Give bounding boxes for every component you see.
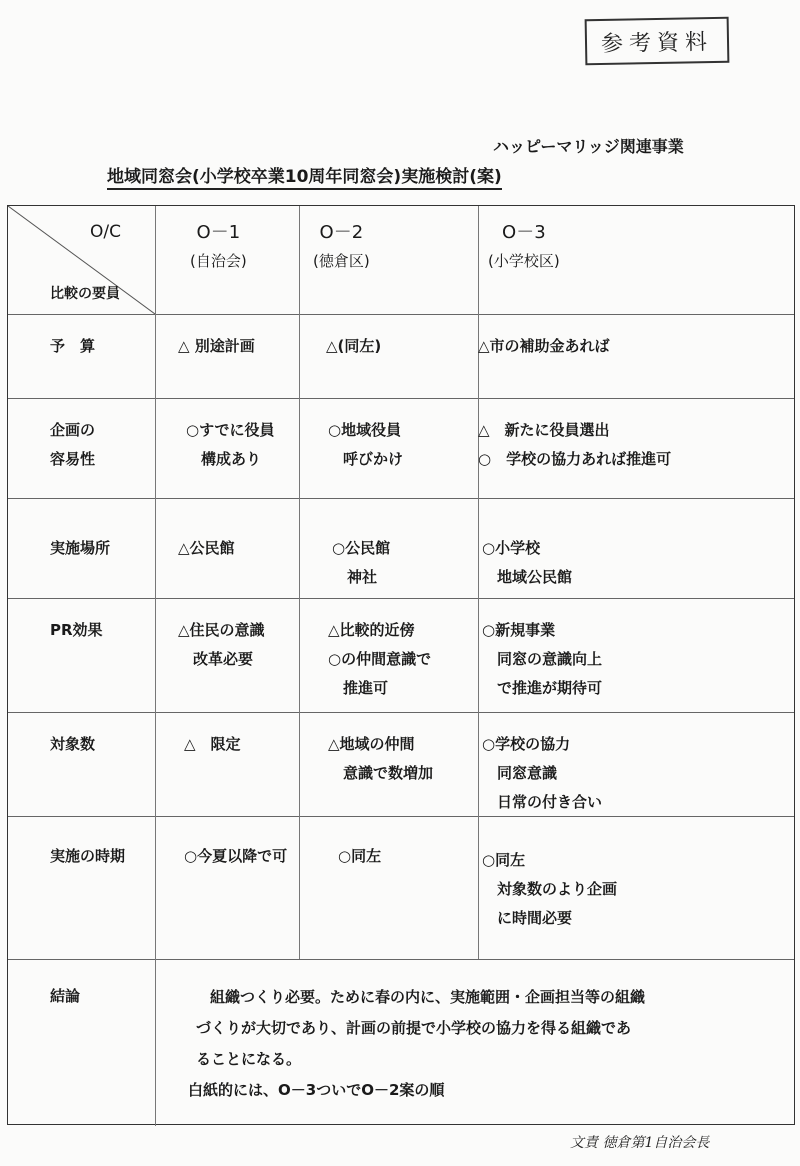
cell-budget-o2: △(同左) [326, 337, 382, 355]
conclusion-label: 結論 [50, 987, 81, 1005]
column-header-o2: O－2 (徳倉区) [313, 222, 370, 270]
cell-pr-o1: △住民の意識 改革必要 [178, 621, 265, 668]
row-label-venue: 実施場所 [50, 539, 111, 557]
column-header-o3: O－3 (小学校区) [488, 222, 560, 270]
row-label-ease: 企画の 容易性 [50, 421, 96, 468]
cell-pr-o3: ○新規事業 同窓の意識向上 で推進が期待可 [482, 621, 603, 697]
corner-top-label: O/C [90, 222, 121, 242]
row-label-pr: PR効果 [50, 621, 103, 639]
cell-budget-o1: △ 別途計画 [178, 337, 255, 355]
cell-count-o2: △地域の仲間 意識で数増加 [328, 735, 434, 782]
cell-budget-o3: △市の補助金あれば [478, 337, 610, 355]
column-header-o1: O－1 (自治会) [190, 222, 247, 270]
cell-timing-o1: ○今夏以降で可 [184, 847, 288, 865]
cell-ease-o3: △ 新たに役員選出 ○ 学校の協力あれば推進可 [478, 421, 672, 468]
signature: 文責 徳倉第1自治会長 [570, 1135, 710, 1151]
document-title: 地域同窓会(小学校卒業10周年同窓会)実施検討(案) [107, 162, 502, 190]
cell-count-o1: △ 限定 [184, 735, 241, 753]
reference-material-stamp: 参考資料 [585, 17, 730, 66]
cell-pr-o2: △比較的近傍 ○の仲間意識で 推進可 [328, 621, 432, 697]
org-header: ハッピーマリッジ関連事業 [493, 137, 684, 156]
cell-count-o3: ○学校の協力 同窓意識 日常の付き合い [482, 735, 603, 811]
cell-venue-o3: ○小学校 地域公民館 [482, 539, 573, 586]
cell-venue-o2: ○公民館 神社 [332, 539, 391, 586]
cell-venue-o1: △公民館 [178, 539, 235, 557]
cell-timing-o2: ○同左 [338, 847, 382, 865]
cell-ease-o1: ○すでに役員 構成あり [186, 421, 275, 468]
corner-bottom-label: 比較の要員 [50, 286, 120, 302]
conclusion-text: 組織つくり必要。ために春の内に、実施範囲・企画担当等の組織 づくりが大切であり、計画の前提で小学校の協力を得る組織であ ることになる。 白紙的には、O－3ついでO－2案の順 [188, 988, 646, 1099]
cell-timing-o3: ○同左 対象数のより企画 に時間必要 [482, 851, 618, 927]
cell-ease-o2: ○地域役員 呼びかけ [328, 421, 404, 468]
row-label-budget: 予 算 [50, 337, 96, 355]
comparison-table [7, 205, 795, 1125]
row-label-timing: 実施の時期 [50, 847, 126, 865]
row-label-count: 対象数 [50, 735, 96, 753]
